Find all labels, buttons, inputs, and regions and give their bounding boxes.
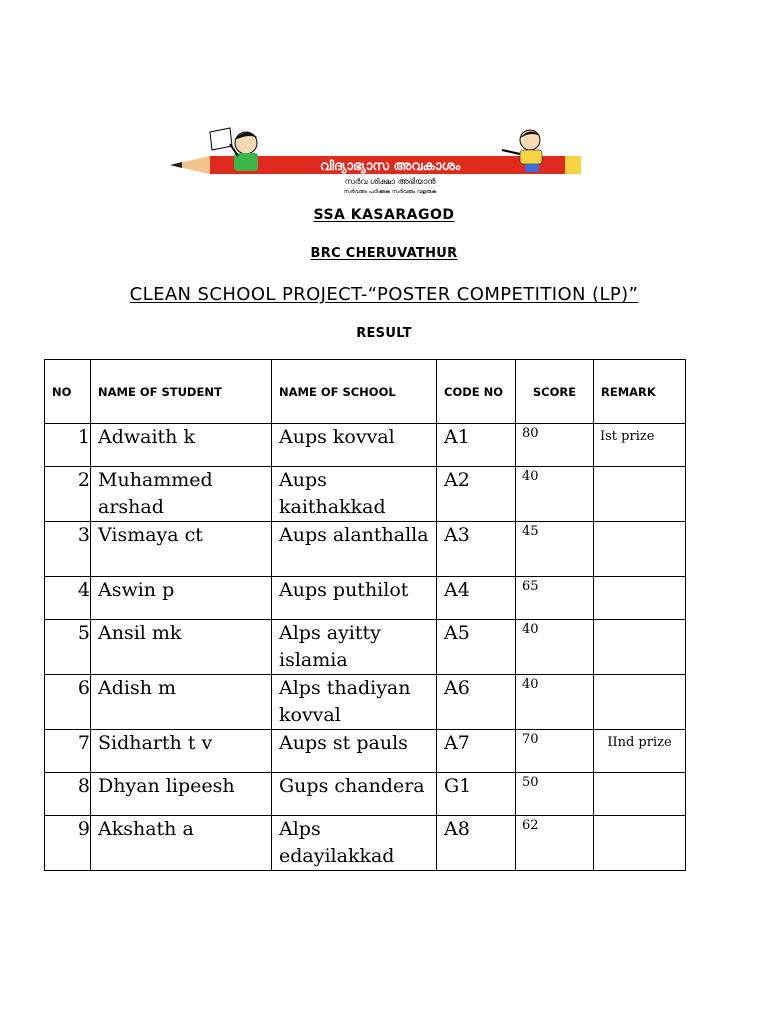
cell-remark	[594, 620, 686, 675]
cell-score: 40	[516, 620, 594, 675]
cell-school: Aups puthilot	[272, 577, 437, 620]
cell-code: A2	[437, 467, 516, 522]
table-row	[45, 675, 686, 730]
cell-no: 9	[45, 816, 91, 871]
cell-school: Gups chandera	[272, 773, 437, 816]
cell-school: Alps ayitty islamia	[272, 620, 437, 675]
cell-code: A5	[437, 620, 516, 675]
cell-remark: Ist prize	[594, 424, 686, 467]
cell-student: Muhammed arshad	[91, 467, 272, 522]
results-table	[44, 359, 686, 871]
table-header-row	[45, 360, 686, 424]
column-header-code: CODE NO	[437, 360, 516, 424]
cell-no: 3	[45, 522, 91, 577]
cell-code: A7	[437, 730, 516, 773]
column-header-score: SCORE	[516, 360, 594, 424]
cell-school: Alps edayilakkad	[272, 816, 437, 871]
table-row	[45, 522, 686, 577]
table-row	[45, 467, 686, 522]
cell-student: Adish m	[91, 675, 272, 730]
cell-score: 62	[516, 816, 594, 871]
cell-code: G1	[437, 773, 516, 816]
cell-remark	[594, 467, 686, 522]
cell-no: 6	[45, 675, 91, 730]
cell-student: Akshath a	[91, 816, 272, 871]
table-row	[45, 424, 686, 467]
cell-code: A1	[437, 424, 516, 467]
cell-code: A6	[437, 675, 516, 730]
block-heading: BRC CHERUVATHUR	[310, 246, 458, 261]
cell-no: 4	[45, 577, 91, 620]
cell-student: Ansil mk	[91, 620, 272, 675]
cell-score: 40	[516, 675, 594, 730]
cell-school: Aups st pauls	[272, 730, 437, 773]
cell-score: 65	[516, 577, 594, 620]
cell-student: Adwaith k	[91, 424, 272, 467]
cell-code: A4	[437, 577, 516, 620]
cell-remark	[594, 773, 686, 816]
table-row	[45, 620, 686, 675]
cell-no: 8	[45, 773, 91, 816]
cell-student: Sidharth t v	[91, 730, 272, 773]
cell-no: 2	[45, 467, 91, 522]
cell-student: Vismaya ct	[91, 522, 272, 577]
cell-student: Aswin p	[91, 577, 272, 620]
cell-school: Aups kaithakkad	[272, 467, 437, 522]
cell-remark	[594, 577, 686, 620]
cell-remark	[594, 522, 686, 577]
cell-school: Aups kovval	[272, 424, 437, 467]
column-header-school: NAME OF SCHOOL	[272, 360, 437, 424]
column-header-no: NO	[45, 360, 91, 424]
cell-no: 7	[45, 730, 91, 773]
table-row	[45, 577, 686, 620]
cell-student: Dhyan lipeesh	[91, 773, 272, 816]
table-row	[45, 773, 686, 816]
logo-title-text: വിദ്യാഭ്യാസ അവകാശം	[319, 159, 461, 174]
column-header-remark: REMARK	[594, 360, 686, 424]
cell-score: 80	[516, 424, 594, 467]
cell-score: 50	[516, 773, 594, 816]
cell-remark: IInd prize	[594, 730, 686, 773]
cell-code: A3	[437, 522, 516, 577]
cell-score: 70	[516, 730, 594, 773]
column-header-student: NAME OF STUDENT	[91, 360, 272, 424]
organization-heading: SSA KASARAGOD	[313, 207, 455, 223]
page-title: CLEAN SCHOOL PROJECT-“POSTER COMPETITION (LP)”	[129, 284, 639, 305]
cell-code: A8	[437, 816, 516, 871]
table-row	[45, 730, 686, 773]
cell-score: 40	[516, 467, 594, 522]
cell-no: 1	[45, 424, 91, 467]
logo-tagline-text: സർവരും പഠിക്കുക സർവരും വളരുക	[343, 189, 437, 194]
cell-school: Alps thadiyan kovval	[272, 675, 437, 730]
cell-remark	[594, 675, 686, 730]
ssa-logo	[170, 126, 588, 194]
cell-score: 45	[516, 522, 594, 577]
cell-school: Aups alanthalla	[272, 522, 437, 577]
table-row	[45, 816, 686, 871]
result-heading: RESULT	[356, 326, 412, 341]
logo-subtitle-text: സർവ ശിക്ഷാ അഭിയാൻ	[344, 177, 436, 186]
cell-remark	[594, 816, 686, 871]
cell-no: 5	[45, 620, 91, 675]
